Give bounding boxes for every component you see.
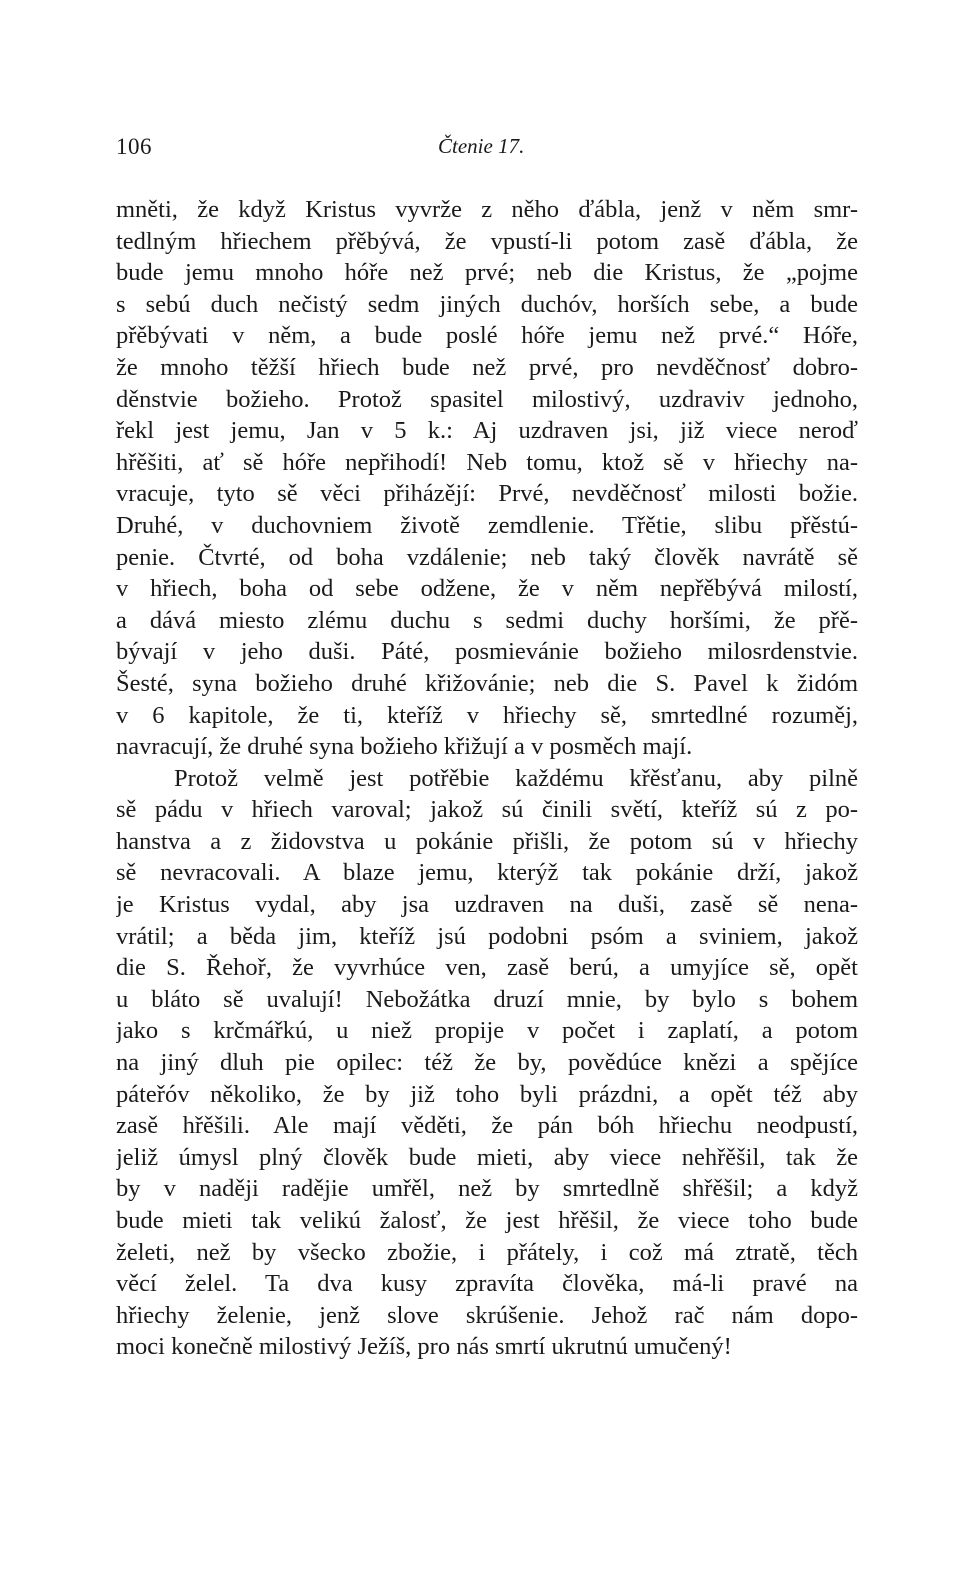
text-line: bývají v jeho duši. Páté, posmievánie božieho milosrdenstvie. <box>116 638 858 666</box>
text-line: jako s krčmářkú, u niež propije v počet i zaplatí, a potom <box>116 1017 858 1045</box>
text-line: tedlným hřiechem přěbývá, že vpustí-li potom zasě ďábla, že <box>116 227 858 255</box>
text-line: a dává miesto zlému duchu s sedmi duchy horšími, že přě- <box>116 606 858 634</box>
text-line: penie. Čtvrté, od boha vzdálenie; neb taký člověk navrátě sě <box>116 543 858 571</box>
text-line: v 6 kapitole, že ti, kteříž v hřiechy sě, smrtedlné rozuměj, <box>116 701 858 729</box>
text-line: die S. Řehoř, že vyvrhúce ven, zasě berú, a umyjíce sě, opět <box>116 954 858 982</box>
text-line: páteřóv několiko, že by již toho byli prázdni, a opět též aby <box>116 1080 858 1108</box>
running-head <box>116 134 856 166</box>
text-line: moci konečně milostivý Ježíš, pro nás smrtí ukrutnú umučený! <box>116 1333 732 1361</box>
text-line: by v naději radějie umřěl, než by smrtedlně shřěšil; a když <box>116 1175 858 1203</box>
text-line: jeliž úmysl plný člověk bude mieti, aby viece nehřěšil, tak že <box>116 1143 858 1171</box>
text-line: u bláto sě uvalují! Nebožátka druzí mnie, by bylo s bohem <box>116 985 858 1013</box>
text-line: v hřiech, boha od sebe odžene, že v něm nepřěbývá milostí, <box>116 575 858 603</box>
text-line: hřěšiti, ať sě hóře nepřihodí! Neb tomu, ktož sě v hřiechy na- <box>116 448 858 476</box>
text-line: věcí želel. Ta dva kusy zpravíta člověka, má-li pravé na <box>116 1270 858 1298</box>
text-line: navracují, že druhé syna božieho křižují a v posměch mají. <box>116 733 693 761</box>
text-line: želeti, než by všecko zbožie, i přátely, i což má ztratě, těch <box>116 1238 858 1266</box>
text-line: Protož velmě jest potřěbie každému křěsťanu, aby pilně <box>174 764 858 792</box>
text-line: sě pádu v hřiech varoval; jakož sú činili světí, kteříž sú z po- <box>116 796 858 824</box>
text-line: přěbývati v něm, a bude poslé hóře jemu než prvé.“ Hóře, <box>116 322 858 350</box>
text-line: Druhé, v duchovniem životě zemdlenie. Třětie, slibu přěstú- <box>116 511 858 539</box>
text-line: hanstva a z židovstva u pokánie přišli, že potom sú v hřiechy <box>116 827 858 855</box>
text-line: řekl jest jemu, Jan v 5 k.: Aj uzdraven jsi, již viece neroď <box>116 417 858 445</box>
text-line: s sebú duch nečistý sedm jiných duchóv, horších sebe, a bude <box>116 290 858 318</box>
text-line: vrátil; a běda jim, kteříž jsú podobni psóm a sviniem, jakož <box>116 922 858 950</box>
text-line: děnstvie božieho. Protož spasitel milostivý, uzdraviv jednoho, <box>116 385 858 413</box>
text-line: sě nevracovali. A blaze jemu, kterýž tak pokánie drží, jakož <box>116 859 858 887</box>
text-line: mněti, že když Kristus vyvrže z něho ďábla, jenž v něm smr- <box>116 196 858 223</box>
text-line: je Kristus vydal, aby jsa uzdraven na duši, zasě sě nena- <box>116 891 858 919</box>
paragraph <box>116 194 858 763</box>
text-line: zasě hřěšili. Ale mají věděti, že pán bóh hřiechu neodpustí, <box>116 1112 858 1140</box>
text-line: bude jemu mnoho hóře než prvé; neb die Kristus, že „pojme <box>116 259 858 287</box>
text-line: na jiný dluh pie opilec: též že by, povědúce knězi a spějíce <box>116 1049 858 1077</box>
text-line: hřiechy želenie, jenž slove skrúšenie. Jehož rač nám dopo- <box>116 1301 858 1329</box>
section-title: Čtenie 17. <box>438 134 525 158</box>
paragraph <box>116 763 858 1363</box>
page-number: 106 <box>116 134 152 159</box>
text-line: že mnoho těžší hřiech bude než prvé, pro nevděčnosť dobro- <box>116 353 858 381</box>
text-line: Šesté, syna božieho druhé křižovánie; neb die S. Pavel k židóm <box>116 669 858 697</box>
text-line: vracuje, tyto sě věci přiházějí: Prvé, nevděčnosť milosti božie. <box>116 480 858 508</box>
body-text <box>116 194 858 1363</box>
text-line: bude mieti tak velikú žalosť, že jest hřěšil, že viece toho bude <box>116 1207 858 1234</box>
